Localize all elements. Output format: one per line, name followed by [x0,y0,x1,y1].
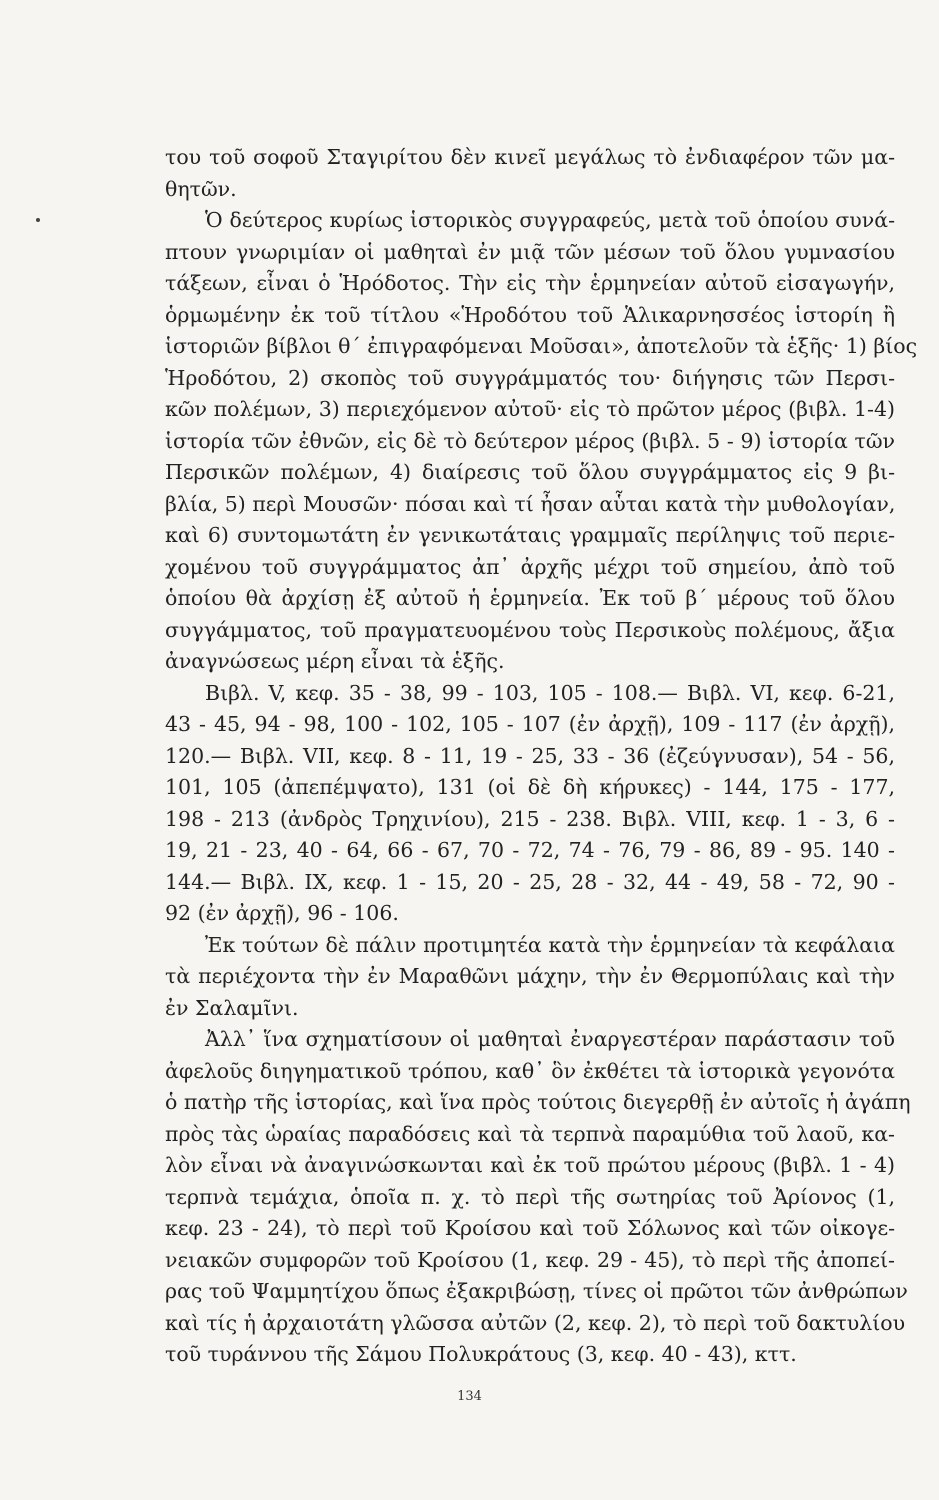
text-line: θητῶν. [165,176,237,201]
text-line: λὸν εἶναι νὰ ἀναγινώσκωνται καὶ ἐκ τοῦ πρώτου μέρους (βιβλ. 1 - 4) [165,1153,895,1177]
text-line: καὶ τίς ἡ ἀρχαιοτάτη γλῶσσα αὐτῶν (2, κεφ. 2), τὸ περὶ τοῦ δακτυλίου [165,1310,906,1335]
text-line: Βιβλ. V, κεφ. 35 - 38, 99 - 103, 105 - 108.— Βιβλ. VI, κεφ. 6-21, [205,680,895,705]
text-line: ρας τοῦ Ψαμμητίχου ὅπως ἐξακριβώσῃ, τίνες οἱ πρῶτοι τῶν ἀνθρώπων [165,1279,908,1303]
text-line: ἱστορία τῶν ἐθνῶν, εἰς δὲ τὸ δεύτερον μέρος (βιβλ. 5 - 9) ἱστορία τῶν [165,428,895,453]
text-line: Ἀλλ᾽ ἵνα σχηματίσουν οἱ μαθηταὶ ἐναργεστέραν παράστασιν τοῦ [205,1027,895,1051]
text-line: Περσικῶν πολέμων, 4) διαίρεσις τοῦ ὅλου συγγράμματος εἰς 9 βι- [165,460,895,484]
text-line: ὁποίου θὰ ἀρχίσῃ ἐξ αὐτοῦ ἡ ἑρμηνεία. Ἐκ τοῦ β΄ μέρους τοῦ ὅλου [165,586,895,610]
text-line: ὁ πατὴρ τῆς ἱστορίας, καὶ ἵνα πρὸς τούτοις διεγερθῇ ἐν αὐτοῖς ἡ ἀγάπη [165,1090,911,1114]
text-line: κῶν πολέμων, 3) περιεχόμενον αὐτοῦ· εἰς τὸ πρῶτον μέρος (βιβλ. 1-4) [165,397,895,421]
text-line: 198 - 213 (ἀνδρὸς Τρηχινίου), 215 - 238. Βιβλ. VIII, κεφ. 1 - 3, 6 - [165,806,895,831]
text-line: τὰ περιέχοντα τὴν ἐν Μαραθῶνι μάχην, τὴν ἐν Θερμοπύλαις καὶ τὴν [165,964,895,988]
text-line: 144.— Βιβλ. IX, κεφ. 1 - 15, 20 - 25, 28 - 32, 44 - 49, 58 - 72, 90 - [165,869,895,894]
text-line: 101, 105 (ἀπεπέμψατο), 131 (οἱ δὲ δὴ κήρυκες) - 144, 175 - 177, [165,775,895,799]
text-line: τερπνὰ τεμάχια, ὁποῖα π. χ. τὸ περὶ τῆς σωτηρίας τοῦ Ἀρίονος (1, [165,1184,895,1209]
text-line: ἀναγνώσεως μέρη εἶναι τὰ ἑξῆς. [165,649,505,673]
text-line: Ὁ δεύτερος κυρίως ἱστορικὸς συγγραφεύς, μετὰ τοῦ ὁποίου συνά- [205,208,895,232]
body-text [165,142,918,1371]
text-line: τοῦ τυράννου τῆς Σάμου Πολυκράτους (3, κεφ. 40 - 43), κττ. [165,1342,797,1366]
text-line: ἱστοριῶν βίβλοι θ΄ ἐπιγραφόμεναι Μοῦσαι», ἀποτελοῦν τὰ ἑξῆς· 1) βίος [165,334,918,358]
text-line: νειακῶν συμφορῶν τοῦ Κροίσου (1, κεφ. 29 - 45), τὸ περὶ τῆς ἀποπεί- [165,1247,895,1272]
text-line: καὶ 6) συντομωτάτη ἐν γενικωτάταις γραμμαῖς περίληψις τοῦ περιε- [165,523,895,547]
text-line: χομένου τοῦ συγγράμματος ἀπ᾽ ἀρχῆς μέχρι τοῦ σημείου, ἀπὸ τοῦ [165,554,895,579]
text-line: κεφ. 23 - 24), τὸ περὶ τοῦ Κροίσου καὶ τοῦ Σόλωνος καὶ τῶν οἰκογε- [165,1216,895,1240]
text-line: 19, 21 - 23, 40 - 64, 66 - 67, 70 - 72, 74 - 76, 79 - 86, 89 - 95. 140 - [165,838,895,862]
text-line: τάξεων, εἶναι ὁ Ἡρόδοτος. Τὴν εἰς τὴν ἑρμηνείαν αὐτοῦ εἰσαγωγήν, [165,271,895,295]
text-line: ἐν Σαλαμῖνι. [165,995,299,1020]
text-line: 120.— Βιβλ. VII, κεφ. 8 - 11, 19 - 25, 33 - 36 (ἐζεύγνυσαν), 54 - 56, [165,743,895,768]
text-line: 92 (ἐν ἀρχῇ), 96 - 106. [165,901,399,925]
text-line: 43 - 45, 94 - 98, 100 - 102, 105 - 107 (ἐν ἀρχῇ), 109 - 117 (ἐν ἀρχῇ), [165,712,895,736]
text-line: του τοῦ σοφοῦ Σταγιρίτου δὲν κινεῖ μεγάλως τὸ ἐνδιαφέρον τῶν μα- [165,145,895,169]
text-line: ἀφελοῦς διηγηματικοῦ τρόπου, καθ᾽ ὃν ἐκθέτει τὰ ἱστορικὰ γεγονότα [165,1058,895,1083]
text-line: βλία, 5) περὶ Μουσῶν· πόσαι καὶ τί ἦσαν αὗται κατὰ τὴν μυθολογίαν, [165,491,896,516]
ink-speck [36,218,40,222]
text-line: Ἐκ τούτων δὲ πάλιν προτιμητέα κατὰ τὴν ἑρμηνείαν τὰ κεφάλαια [205,932,895,957]
text-line: πρὸς τὰς ὡραίας παραδόσεις καὶ τὰ τερπνὰ παραμύθια τοῦ λαοῦ, κα- [165,1121,895,1146]
text-line: συγγάμματος, τοῦ πραγματευομένου τοὺς Περσικοὺς πολέμους, ἄξια [165,617,895,642]
text-line: ὁρμωμένην ἐκ τοῦ τίτλου «Ἡροδότου τοῦ Ἁλικαρνησσέος ἱστορίη ἢ [165,302,895,327]
text-line: πτουν γνωριμίαν οἱ μαθηταὶ ἐν μιᾷ τῶν μέσων τοῦ ὅλου γυμνασίου [165,239,895,264]
page-number: 134 [457,1388,482,1404]
text-line: Ἡροδότου, 2) σκοπὸς τοῦ συγγράμματός του· διήγησις τῶν Περσι- [165,365,895,390]
